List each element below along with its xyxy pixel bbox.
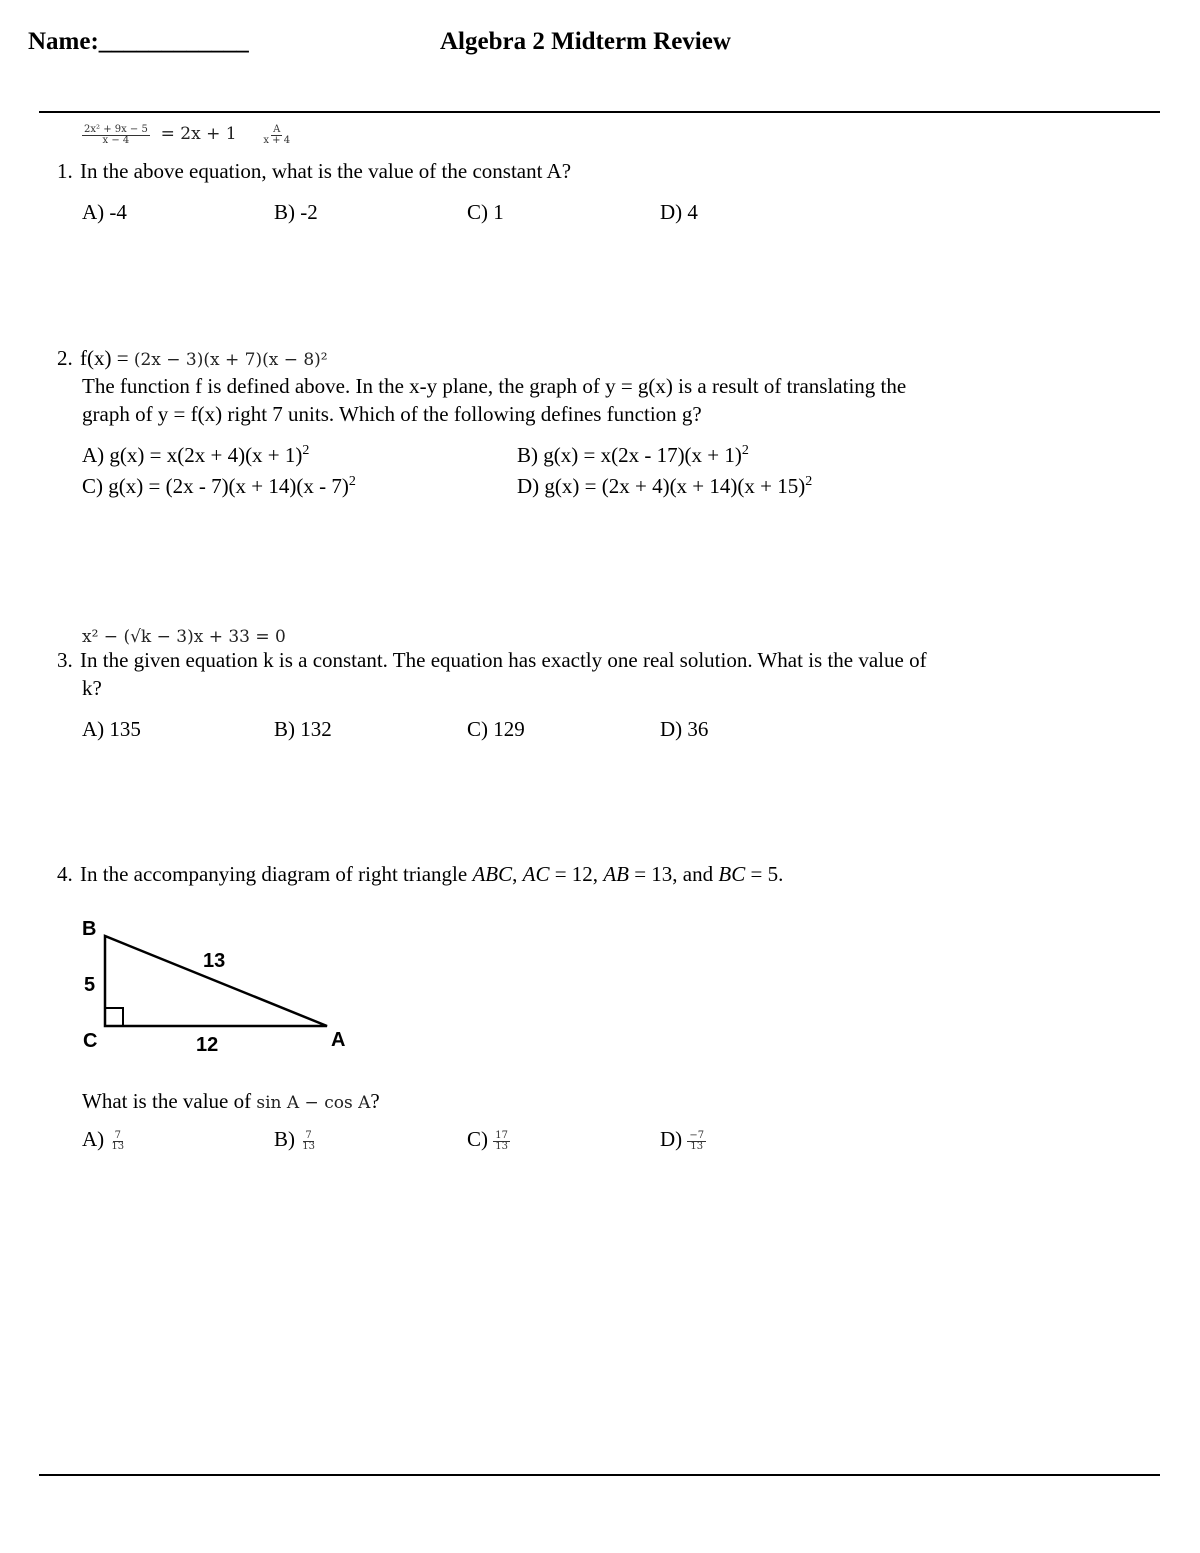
q3-line1 bbox=[57, 648, 927, 673]
q2-choice-d[interactable] bbox=[517, 474, 812, 499]
q2-choice-a[interactable] bbox=[82, 443, 309, 468]
q2-number: 2. bbox=[57, 346, 73, 370]
q4-choice-b-fraction bbox=[300, 1131, 317, 1152]
q4-prompt bbox=[57, 862, 783, 887]
q2-line1: The function f is defined above. In the x-y plane, the graph of y = g(x) is a result of translating the bbox=[82, 374, 907, 398]
bottom-divider bbox=[39, 1474, 1160, 1476]
q4-ac-value: = 12, bbox=[549, 862, 604, 886]
side-label-ca: 12 bbox=[196, 1034, 219, 1056]
q1-prompt bbox=[57, 159, 571, 184]
q1-choice-a[interactable]: A) -4 bbox=[82, 200, 127, 224]
q2-choice-b-exp: 2 bbox=[741, 443, 749, 458]
q1-lhs-numerator: 2x² + 9x − 5 bbox=[84, 123, 148, 135]
q1-text: In the above equation, what is the value of the constant A? bbox=[80, 159, 572, 183]
q4-choice-a[interactable] bbox=[82, 1127, 126, 1152]
q2-choice-a-exp: 2 bbox=[302, 443, 310, 458]
q2-definition bbox=[57, 346, 328, 371]
q2-choice-d-text: D) g(x) = (2x + 4)(x + 14)(x + 15) bbox=[517, 474, 806, 498]
q4-choice-b-label: B) bbox=[274, 1127, 295, 1151]
q4-question-suffix: ? bbox=[370, 1089, 380, 1113]
side-label-ab: 13 bbox=[203, 950, 226, 972]
q4-question bbox=[82, 1089, 380, 1114]
page-title: Algebra 2 Midterm Review bbox=[440, 28, 731, 55]
q4-triangle-name: ABC bbox=[472, 862, 513, 886]
q1-choice-b[interactable]: B) -2 bbox=[274, 200, 318, 224]
q1-lhs-denominator: x − 4 bbox=[102, 134, 130, 146]
q4-choice-b-num: 7 bbox=[305, 1129, 312, 1141]
q1-rhs-fraction bbox=[261, 125, 292, 146]
q2-choice-c-exp: 2 bbox=[348, 474, 356, 489]
q1-rhs-numerator: A bbox=[273, 123, 281, 135]
q2-choice-b-text: B) g(x) = x(2x - 17)(x + 1) bbox=[517, 443, 742, 467]
q4-choice-b[interactable] bbox=[274, 1127, 317, 1152]
q4-choice-b-den: 13 bbox=[302, 1140, 315, 1152]
q4-choice-d-num: −7 bbox=[689, 1129, 705, 1141]
q2-choice-d-exp: 2 bbox=[805, 474, 813, 489]
q3-choice-a[interactable]: A) 135 bbox=[82, 717, 141, 741]
q4-choice-d-den: 13 bbox=[690, 1140, 704, 1152]
q1-lhs-fraction bbox=[82, 125, 150, 146]
q1-equation bbox=[82, 124, 292, 146]
q1-choice-d[interactable]: D) 4 bbox=[660, 200, 698, 224]
q4-bc-value: = 5. bbox=[745, 862, 784, 886]
q2-choice-a-text: A) g(x) = x(2x + 4)(x + 1) bbox=[82, 443, 303, 467]
vertex-label-a: A bbox=[331, 1029, 346, 1051]
q4-choice-d-label: D) bbox=[660, 1127, 683, 1151]
q1-rhs-denominator: x + 4 bbox=[263, 134, 291, 146]
q4-choice-c[interactable] bbox=[467, 1127, 510, 1152]
q4-choice-d[interactable] bbox=[660, 1127, 706, 1152]
q4-question-prefix: What is the value of bbox=[82, 1089, 257, 1113]
right-angle-marker bbox=[105, 1008, 123, 1026]
q4-text-prefix: In the accompanying diagram of right triangle bbox=[80, 862, 473, 886]
top-divider bbox=[39, 111, 1160, 113]
name-field-label: Name:____________ bbox=[28, 28, 249, 55]
q4-choice-a-den: 13 bbox=[111, 1140, 125, 1152]
q4-separator: , bbox=[512, 862, 523, 886]
q1-choice-c[interactable]: C) 1 bbox=[467, 200, 504, 224]
q4-ab-label: AB bbox=[603, 862, 629, 886]
q1-number: 1. bbox=[57, 159, 73, 183]
q4-bc-label: BC bbox=[718, 862, 746, 886]
q2-choice-b[interactable] bbox=[517, 443, 749, 468]
q4-choice-c-label: C) bbox=[467, 1127, 488, 1151]
q2-choice-c[interactable] bbox=[82, 474, 356, 499]
q3-choice-b[interactable]: B) 132 bbox=[274, 717, 332, 741]
q1-equation-middle: = 2x + 1 bbox=[160, 124, 237, 144]
vertex-label-c: C bbox=[83, 1030, 98, 1052]
q4-choice-c-fraction bbox=[493, 1131, 510, 1152]
q3-equation: x² − (√k − 3)x + 33 = 0 bbox=[82, 627, 286, 647]
q2-choice-c-text: C) g(x) = (2x - 7)(x + 14)(x - 7) bbox=[82, 474, 349, 498]
vertex-label-b: B bbox=[82, 918, 97, 940]
q4-choice-d-fraction bbox=[687, 1131, 706, 1152]
q2-def-formula: (2x − 3)(x + 7)(x − 8)² bbox=[133, 350, 328, 370]
q3-choice-c[interactable]: C) 129 bbox=[467, 717, 525, 741]
q3-line2: k? bbox=[82, 676, 102, 700]
q4-choice-c-num: 17 bbox=[495, 1129, 508, 1141]
q2-line2: graph of y = f(x) right 7 units. Which of the following defines function g? bbox=[82, 402, 702, 426]
q3-line1-text: In the given equation k is a constant. The equation has exactly one real solution. What is the value of bbox=[80, 648, 927, 672]
q2-def-prefix: f(x) = bbox=[80, 346, 134, 370]
q4-choice-a-fraction bbox=[109, 1131, 126, 1152]
q4-choice-a-num: 7 bbox=[114, 1129, 121, 1141]
q3-number: 3. bbox=[57, 648, 73, 672]
q4-ab-value: = 13, and bbox=[628, 862, 719, 886]
q4-question-expr: sin A − cos A bbox=[256, 1093, 371, 1113]
side-label-bc: 5 bbox=[84, 974, 96, 996]
q3-choice-d[interactable]: D) 36 bbox=[660, 717, 709, 741]
q4-choice-c-den: 13 bbox=[495, 1140, 508, 1152]
q4-number: 4. bbox=[57, 862, 73, 886]
right-triangle-diagram bbox=[70, 905, 370, 1060]
q4-ac-label: AC bbox=[522, 862, 550, 886]
q4-choice-a-label: A) bbox=[82, 1127, 105, 1151]
